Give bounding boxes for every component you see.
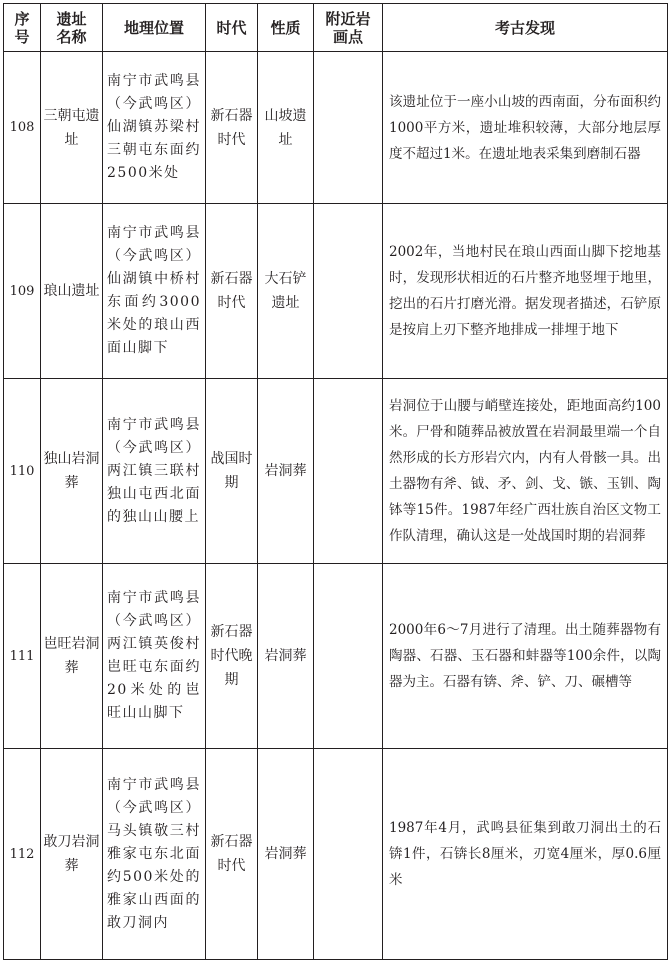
site-era: 新石器时代 — [206, 204, 258, 379]
site-type: 大石铲遗址 — [258, 204, 314, 379]
header-type: 性质 — [258, 4, 314, 52]
site-findings: 1987年4月，武鸣县征集到敢刀洞出土的石锛1件，石锛长8厘米，刃宽4厘米，厚0.6厘米 — [383, 749, 668, 960]
site-era: 新石器时代 — [206, 52, 258, 204]
site-findings: 岩洞位于山腰与峭壁连接处，距地面高约100米。尸骨和随葬品被放置在岩洞最里端一个自然形成的长方形岩穴内，内有人骨骸一具。出土器物有斧、钺、矛、剑、戈、镞、玉钏、陶钵等15件。1987年经广西壮族自治区文物工作队清理，确认这是一处战国时期的岩洞葬 — [383, 379, 668, 564]
site-type: 岩洞葬 — [258, 564, 314, 749]
site-location: 南宁市武鸣县（今武鸣区）两江镇英俊村岜旺屯东面约20米处的岜旺山山脚下 — [103, 564, 206, 749]
site-rock-art — [314, 204, 383, 379]
site-name: 岜旺岩洞葬 — [41, 564, 103, 749]
site-findings: 该遗址位于一座小山坡的西南面，分布面积约1000平方米，遗址堆积较薄，大部分地层厚度不超过1米。在遗址地表采集到磨制石器 — [383, 52, 668, 204]
site-number: 111 — [4, 564, 41, 749]
site-location: 南宁市武鸣县（今武鸣区）仙湖镇苏梁村三朝屯东面约2500米处 — [103, 52, 206, 204]
site-number: 109 — [4, 204, 41, 379]
header-name: 遗址 名称 — [41, 4, 103, 52]
site-name: 琅山遗址 — [41, 204, 103, 379]
table-row — [4, 564, 668, 749]
site-rock-art — [314, 564, 383, 749]
site-location: 南宁市武鸣县（今武鸣区）仙湖镇中桥村东面约3000米处的琅山西面山脚下 — [103, 204, 206, 379]
archaeological-sites-table — [3, 3, 668, 960]
table-row — [4, 379, 668, 564]
site-number: 108 — [4, 52, 41, 204]
site-era: 新石器时代 — [206, 749, 258, 960]
site-era: 战国时期 — [206, 379, 258, 564]
site-number: 112 — [4, 749, 41, 960]
site-findings: 2002年，当地村民在琅山西面山脚下挖地基时，发现形状相近的石片整齐地竖埋于地里，挖出的石片打磨光滑。据发现者描述，石铲原是按肩上刃下整齐地排成一排埋于地下 — [383, 204, 668, 379]
site-name: 敢刀岩洞葬 — [41, 749, 103, 960]
header-location: 地理位置 — [103, 4, 206, 52]
site-era: 新石器时代晚期 — [206, 564, 258, 749]
site-location: 南宁市武鸣县（今武鸣区）两江镇三联村独山屯西北面的独山山腰上 — [103, 379, 206, 564]
table-header-row — [4, 4, 668, 52]
site-findings: 2000年6～7月进行了清理。出土随葬器物有陶器、石器、玉石器和蚌器等100余件，以陶器为主。石器有锛、斧、铲、刀、碾槽等 — [383, 564, 668, 749]
site-type: 山坡遗址 — [258, 52, 314, 204]
site-number: 110 — [4, 379, 41, 564]
header-findings: 考古发现 — [383, 4, 668, 52]
header-num: 序 号 — [4, 4, 41, 52]
site-name: 独山岩洞葬 — [41, 379, 103, 564]
table-row — [4, 52, 668, 204]
site-type: 岩洞葬 — [258, 379, 314, 564]
site-rock-art — [314, 749, 383, 960]
site-type: 岩洞葬 — [258, 749, 314, 960]
site-rock-art — [314, 379, 383, 564]
table-row — [4, 749, 668, 960]
header-rock-art: 附近岩 画点 — [314, 4, 383, 52]
site-location: 南宁市武鸣县（今武鸣区）马头镇敬三村雅家屯东北面约500米处的雅家山西面的敢刀洞内 — [103, 749, 206, 960]
site-rock-art — [314, 52, 383, 204]
table-row — [4, 204, 668, 379]
header-era: 时代 — [206, 4, 258, 52]
site-name: 三朝屯遗址 — [41, 52, 103, 204]
